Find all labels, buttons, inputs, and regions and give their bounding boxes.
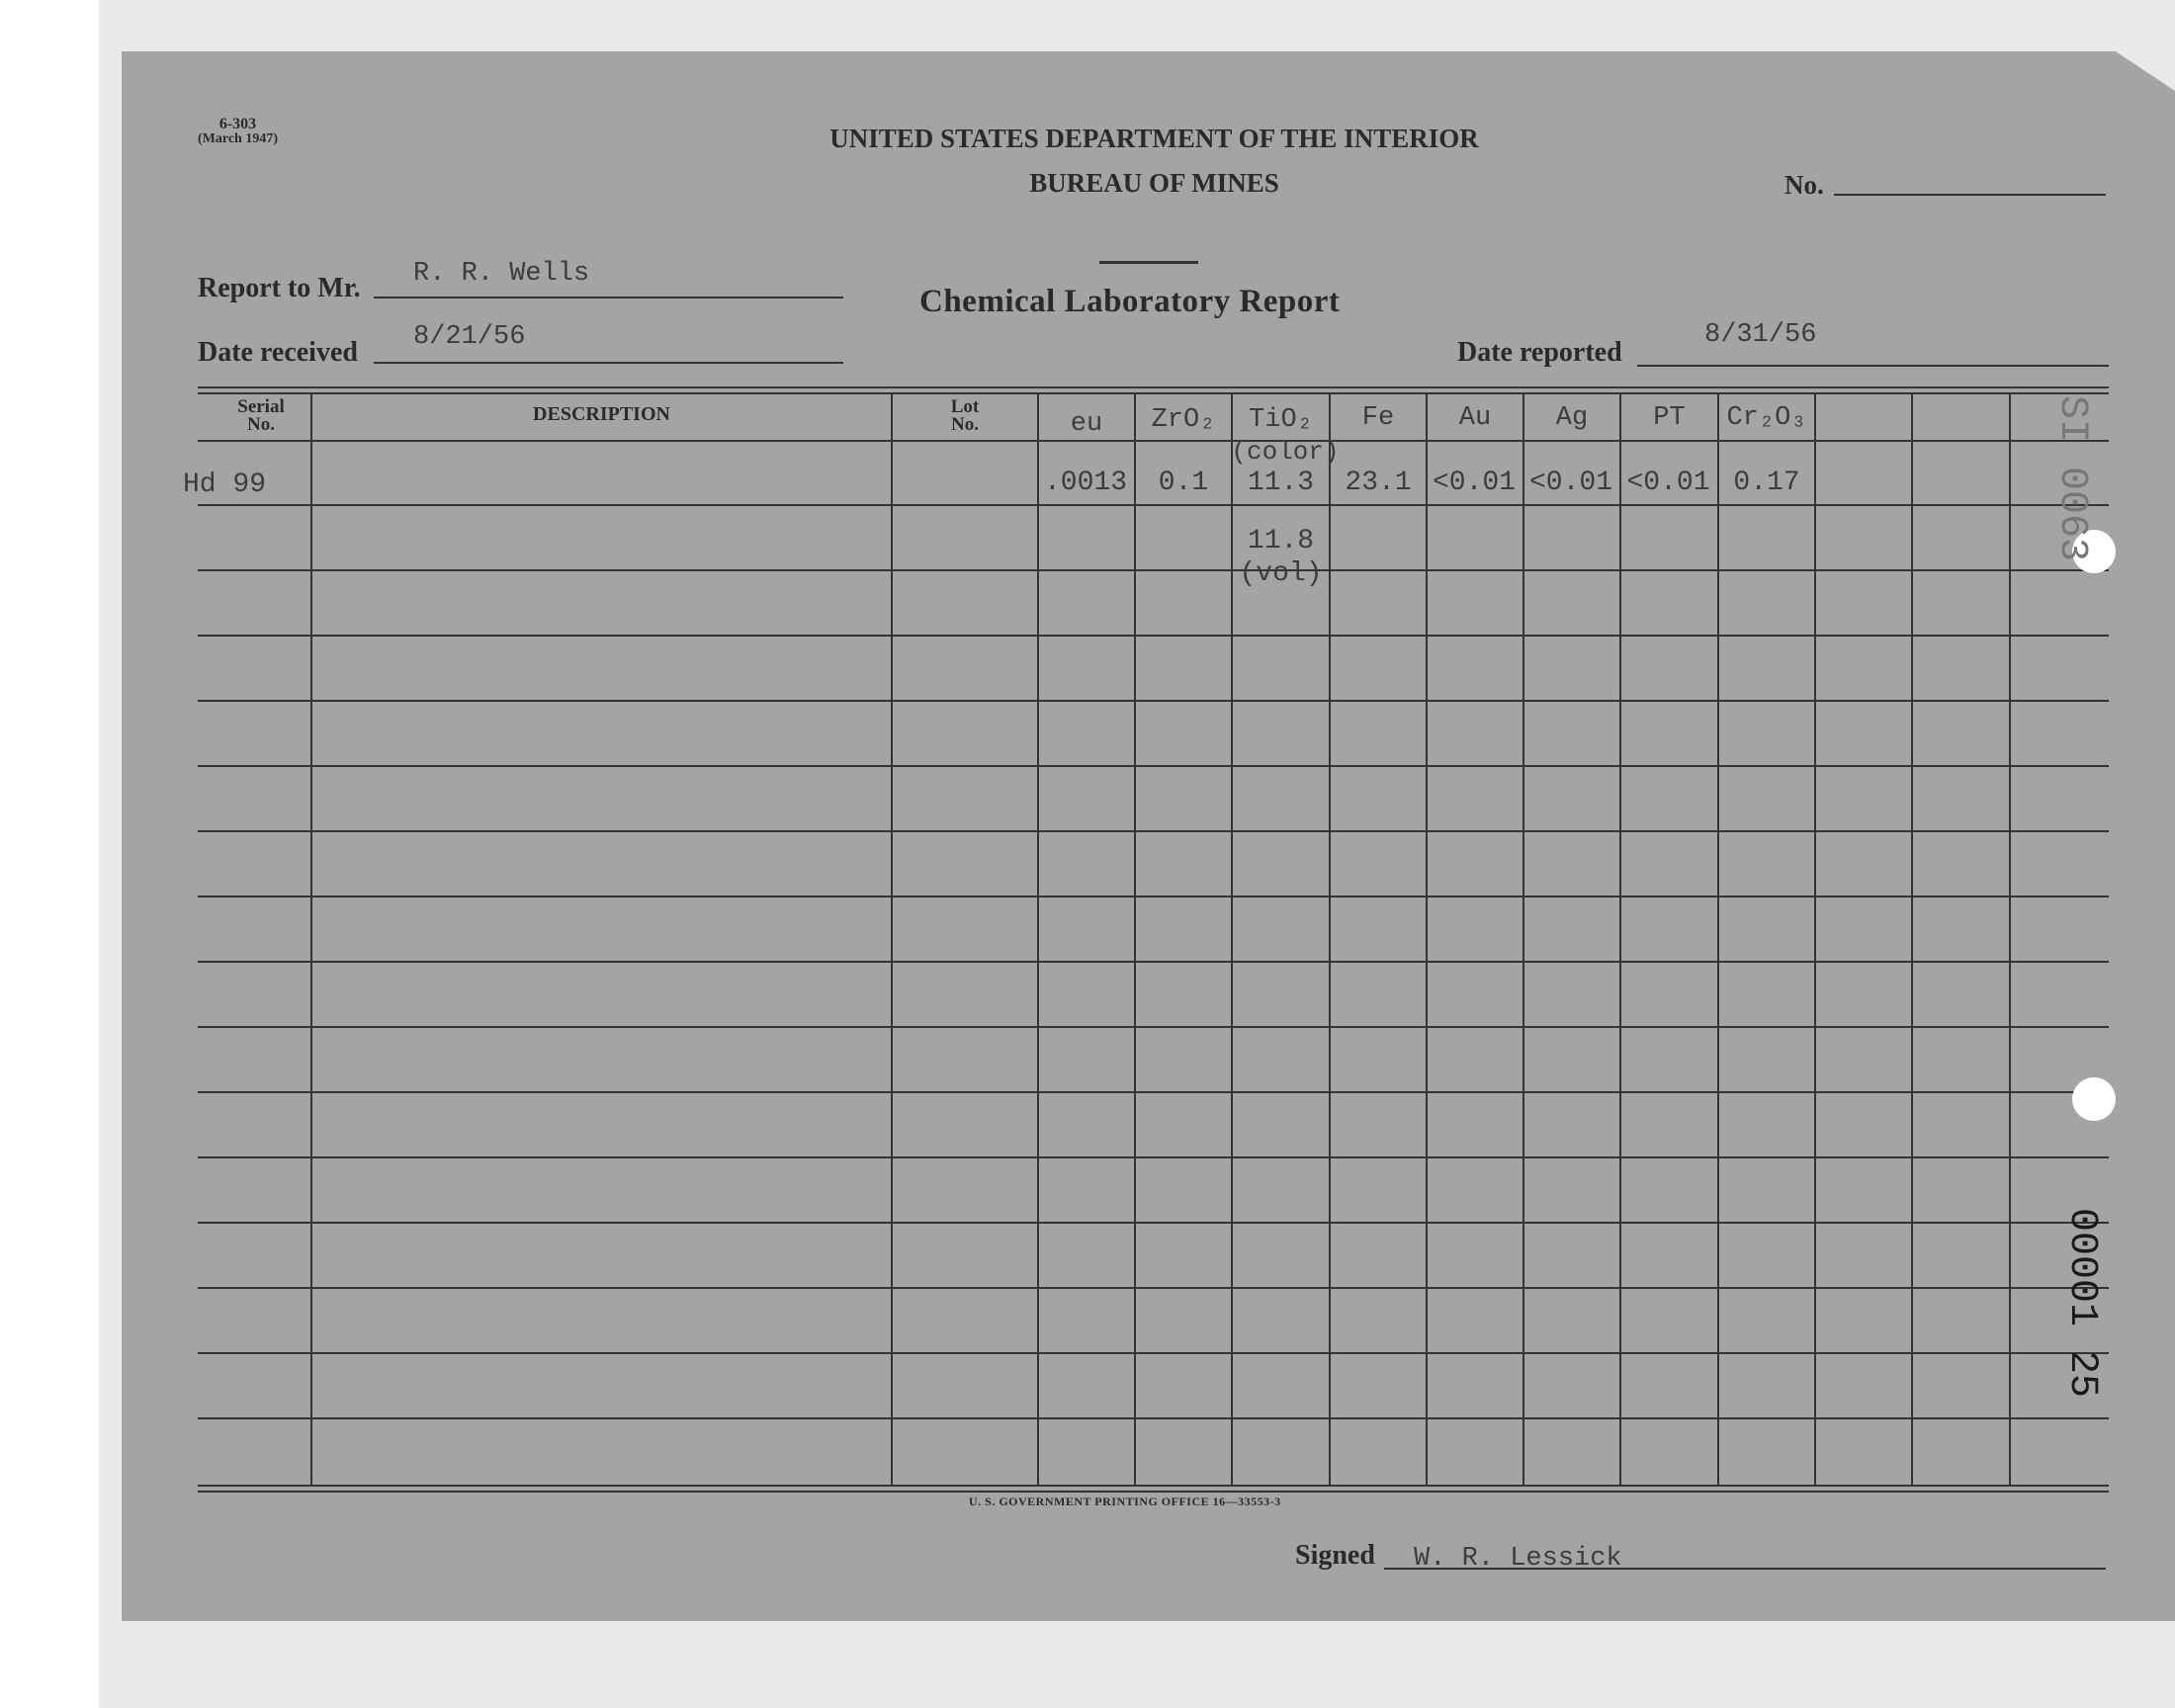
form-number-value: 6-303 [218,116,257,132]
column-line [1717,393,1719,1485]
header-col-au: Au [1458,403,1492,433]
column-line [310,393,312,1485]
row-line [198,765,2109,767]
column-line [1426,393,1428,1485]
header-col-fe: Fe [1361,403,1395,433]
signed-label: Signed [1295,1540,1375,1571]
date-reported-label: Date reported [1457,337,1622,368]
row-line [198,1156,2109,1158]
cell-serial: Hd 99 [183,470,267,500]
header-col-pt: PT [1653,403,1686,433]
row-line [198,1417,2109,1419]
report-title: Chemical Laboratory Report [919,284,1341,319]
column-line [1619,393,1621,1485]
header-serial-no [212,398,310,434]
cell-pt: <0.01 [1626,468,1710,498]
column-line [1329,393,1331,1485]
side-stamp-faint: SI 0063 [2049,395,2094,562]
agency-heading: UNITED STATES DEPARTMENT OF THE INTERIOR [829,124,1479,153]
date-received-value: 8/21/56 [413,322,526,352]
page-margin [0,0,99,1708]
row-line [198,1026,2109,1028]
header-col-tio2: TiO₂ [1249,405,1313,435]
column-line [2009,393,2011,1485]
row-line [198,896,2109,897]
column-line [1037,393,1039,1485]
header-lot-no [893,398,1037,434]
row-line [198,1222,2109,1224]
header-lot-line2: No. [951,414,979,435]
row-line [198,700,2109,702]
header-description: DESCRIPTION [533,403,670,425]
column-line [1814,393,1816,1485]
printing-office-line: U. S. GOVERNMENT PRINTING OFFICE 16—33553-3 [969,1494,1281,1508]
header-lot-line1: Lot [950,396,980,417]
report-number-label: No. [1784,170,1824,200]
report-to-label: Report to Mr. [198,273,361,303]
cell-au: <0.01 [1432,468,1516,498]
row-line [198,440,2109,442]
punch-hole [2072,1077,2116,1121]
cell-tio2: 11.3 [1247,468,1315,498]
side-stamp-number: 00001 25 [2059,1208,2104,1399]
header-serial-line1: Serial [237,396,285,417]
table-top-rule [198,386,2109,388]
table-bottom-rule-2 [198,1491,2109,1493]
column-line [891,393,893,1485]
table-top-rule-2 [198,392,2109,394]
row-line [198,1352,2109,1354]
cell-tio2-note: (color) [1231,437,1340,467]
cell-ag: <0.01 [1528,468,1612,498]
form-date: (March 1947) [198,131,278,146]
cell-eu: .0013 [1043,468,1127,498]
report-to-line [374,297,843,299]
row-line [198,635,2109,637]
date-received-line [374,362,843,364]
column-line [1134,393,1136,1485]
row-line [198,504,2109,506]
cell-fe: 23.1 [1345,468,1412,498]
cell-cr2o3: 0.17 [1733,468,1800,498]
row-line [198,1091,2109,1093]
header-col-ag: Ag [1555,403,1589,433]
cell-zro2: 0.1 [1158,468,1209,498]
header-col-eu: eu [1070,409,1103,439]
form-number [198,117,278,146]
header-col-cr2o3: Cr₂O₃ [1726,403,1807,433]
signed-value: W. R. Lessick [1414,1544,1622,1574]
column-line [1522,393,1524,1485]
cell-tio2-2: 11.8 [1247,526,1315,556]
date-reported-value: 8/31/56 [1704,320,1817,350]
report-to-value: R. R. Wells [413,259,590,289]
table-bottom-rule [198,1485,2109,1487]
bureau-heading: BUREAU OF MINES [1029,168,1279,198]
date-reported-line [1637,365,2109,367]
row-line [198,961,2109,963]
header-serial-line2: No. [247,414,275,435]
row-line [198,830,2109,832]
header-col-zro2: ZrO₂ [1151,405,1216,435]
date-received-label: Date received [198,337,358,368]
row-line [198,1287,2109,1289]
row-line [198,569,2109,571]
cell-tio2-2-note: (vol) [1239,558,1323,589]
column-line [1231,393,1233,1485]
title-rule [1099,261,1198,264]
column-line [1911,393,1913,1485]
report-number-line [1834,194,2106,196]
